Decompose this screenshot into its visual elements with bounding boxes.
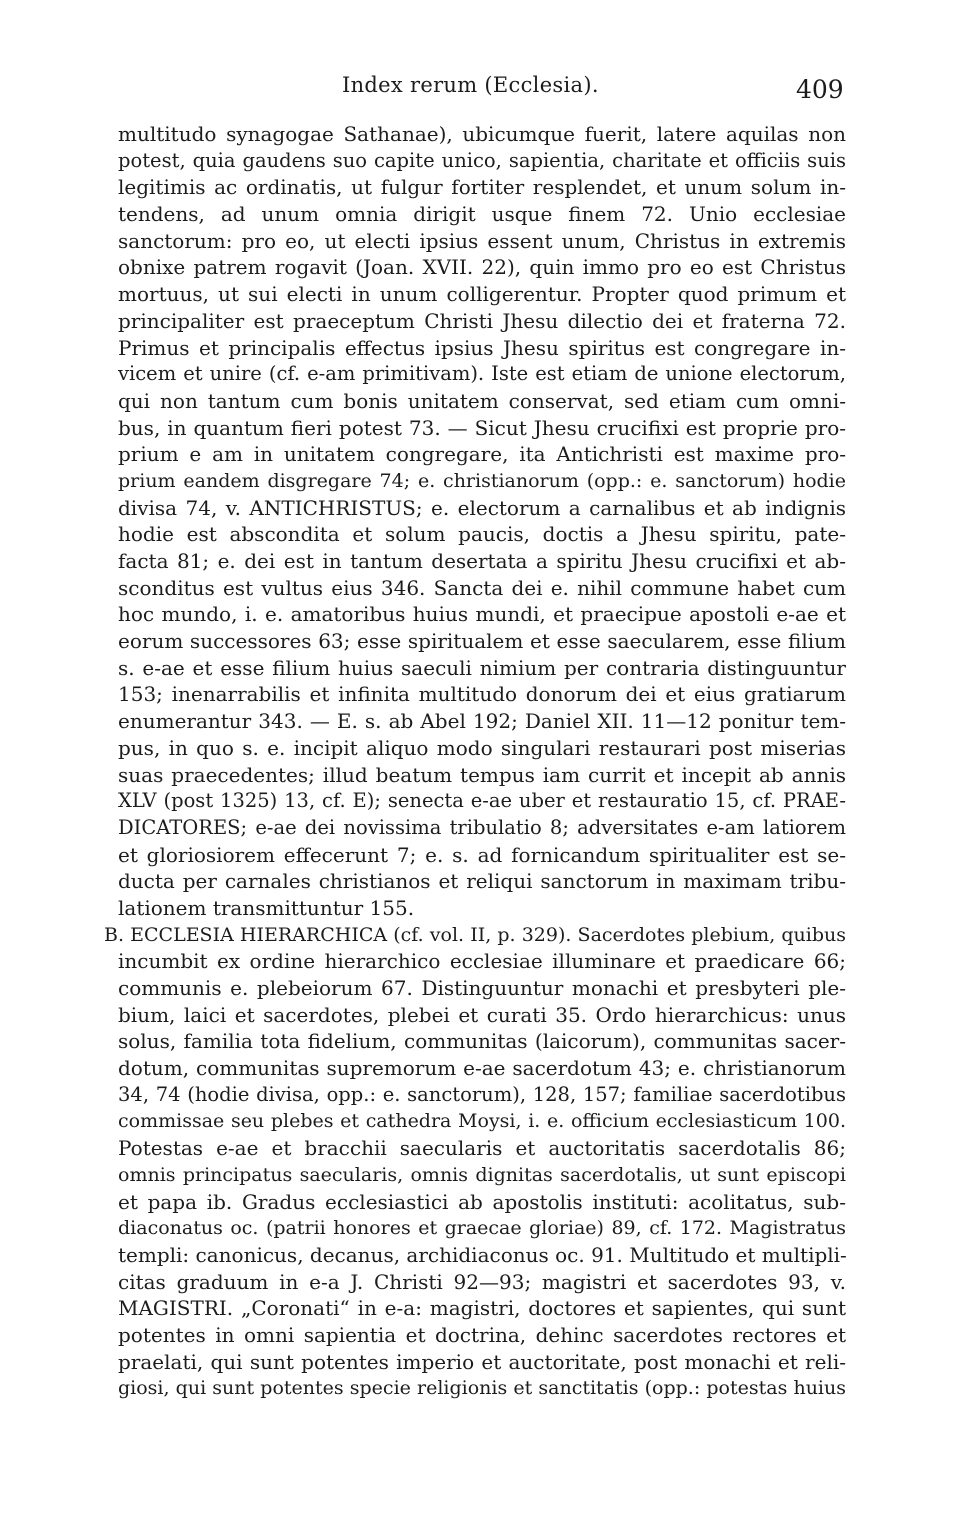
text-line: incumbit ex ordine hierarchico ecclesiae illuminare et praedicare 66; xyxy=(118,949,846,974)
text-line: divisa 74, v. ANTICHRISTUS; e. electorum a carnalibus et ab indignis xyxy=(118,495,846,520)
text-line: 153; inenarrabilis et infinita multitudo donorum dei et eius gratiarum xyxy=(118,682,846,707)
text-line: qui non tantum cum bonis unitatem conservat, sed etiam cum omni- xyxy=(118,388,846,413)
page-header xyxy=(0,73,960,105)
text-line: sanctorum: pro eo, ut electi ipsius essent unum, Christus in extremis xyxy=(118,228,846,253)
text-line: obnixe patrem rogavit (Joan. XVII. 22), quin immo pro eo est Christus xyxy=(118,255,846,280)
text-line: prium eandem disgregare 74; e. christianorum (opp.: e. sanctorum) hodie xyxy=(118,469,846,492)
text-line: multitudo synagogae Sathanae), ubicumque fuerit, latere aquilas non xyxy=(118,122,846,146)
text-line: XLV (post 1325) 13, cf. E); senecta e-ae uber et restauratio 15, cf. PRAE- xyxy=(118,789,846,813)
text-line: Potestas e-ae et bracchii saecularis et auctoritatis sacerdotalis 86; xyxy=(118,1136,846,1161)
text-line: mortuus, ut sui electi in unum colligerentur. Propter quod primum et xyxy=(118,282,846,307)
text-line: principaliter est praeceptum Christi Jhesu dilectio dei et fraterna 72. xyxy=(118,308,846,333)
text-line: enumerantur 343. — E. s. ab Abel 192; Daniel XII. 11—12 ponitur tem- xyxy=(118,709,846,734)
text-line: solus, familia tota fidelium, communitas (laicorum), communitas sacer- xyxy=(118,1029,846,1054)
text-line: Primus et principalis effectus ipsius Jhesu spiritus est congregare in- xyxy=(118,335,846,360)
text-line: omnis principatus saecularis, omnis dignitas sacerdotalis, ut sunt episcopi xyxy=(118,1163,846,1186)
text-line: bium, laici et sacerdotes, plebei et curati 35. Ordo hierarchicus: unus xyxy=(118,1002,846,1027)
page-number: 409 xyxy=(796,75,844,104)
text-line: facta 81; e. dei est in tantum desertata a spiritu Jhesu crucifixi et ab- xyxy=(118,549,846,573)
text-line: hodie est abscondita et solum paucis, doctis a Jhesu spiritu, pate- xyxy=(118,522,846,547)
section-heading-line: B. ECCLESIA HIERARCHICA (cf. vol. II, p. 329). Sacerdotes plebium, quibus xyxy=(104,923,846,946)
text-line: potest, quia gaudens suo capite unico, sapientia, charitate et officiis suis xyxy=(118,148,846,172)
text-line: prium e am in unitatem congregare, ita Antichristi est maxime pro- xyxy=(118,442,846,467)
text-line: commissae seu plebes et cathedra Moysi, i. e. officium ecclesiasticum 100. xyxy=(118,1110,846,1133)
text-line: pus, in quo s. e. incipit aliquo modo singulari restaurari post miserias xyxy=(118,735,846,760)
text-line: citas graduum in e-a J. Christi 92—93; magistri et sacerdotes 93, v. xyxy=(118,1269,846,1294)
text-line: vicem et unire (cf. e-am primitivam). Iste est etiam de unione electorum, xyxy=(118,362,846,386)
text-line: communis e. plebeiorum 67. Distinguuntur monachi et presbyteri ple- xyxy=(118,976,846,1000)
text-line: lationem transmittuntur 155. xyxy=(118,895,415,920)
running-title: Index rerum (Ecclesia). xyxy=(342,73,599,97)
text-line: 34, 74 (hodie divisa, opp.: e. sanctorum), 128, 157; familiae sacerdotibus xyxy=(118,1082,846,1106)
text-line: hoc mundo, i. e. amatoribus huius mundi, et praecipue apostoli e-ae et xyxy=(118,602,846,627)
text-line: dotum, communitas supremorum e-ae sacerdotum 43; e. christianorum xyxy=(118,1056,846,1081)
text-line: bus, in quantum fieri potest 73. — Sicut Jhesu crucifixi est proprie pro- xyxy=(118,415,846,440)
text-line: et papa ib. Gradus ecclesiastici ab apostolis instituti: acolitatus, sub- xyxy=(118,1189,846,1214)
text-line: potentes in omni sapientia et doctrina, dehinc sacerdotes rectores et xyxy=(118,1322,846,1347)
text-line: diaconatus oc. (patrii honores et graecae gloriae) 89, cf. 172. Magistratus xyxy=(118,1217,846,1240)
index-text-body xyxy=(104,121,847,1402)
text-line: legitimis ac ordinatis, ut fulgur fortiter resplendet, et unum solum in- xyxy=(118,175,846,200)
text-line: et gloriosiorem effecerunt 7; e. s. ad fornicandum spiritualiter est se- xyxy=(118,842,846,867)
text-line: praelati, qui sunt potentes imperio et auctoritate, post monachi et reli- xyxy=(118,1349,846,1374)
text-line: DICATORES; e-ae dei novissima tribulatio 8; adversitates e-am latiorem xyxy=(118,815,846,839)
text-line: giosi, qui sunt potentes specie religionis et sanctitatis (opp.: potestas huius xyxy=(118,1377,846,1400)
text-line: sconditus est vultus eius 346. Sancta dei e. nihil commune habet cum xyxy=(118,575,846,600)
text-line: suas praecedentes; illud beatum tempus iam currit et incepit ab annis xyxy=(118,762,846,787)
text-line: templi: canonicus, decanus, archidiaconus oc. 91. Multitudo et multipli- xyxy=(118,1242,847,1267)
text-line: s. e-ae et esse filium huius saeculi nimium per contraria distinguuntur xyxy=(118,655,846,680)
text-line: ducta per carnales christianos et reliqui sanctorum in maximam tribu- xyxy=(118,869,846,894)
text-line: tendens, ad unum omnia dirigit usque finem 72. Unio ecclesiae xyxy=(118,202,846,227)
text-line: MAGISTRI. „Coronati“ in e-a: magistri, doctores et sapientes, qui sunt xyxy=(118,1296,846,1321)
text-line: eorum successores 63; esse spiritualem et esse saecularem, esse filium xyxy=(118,629,846,654)
